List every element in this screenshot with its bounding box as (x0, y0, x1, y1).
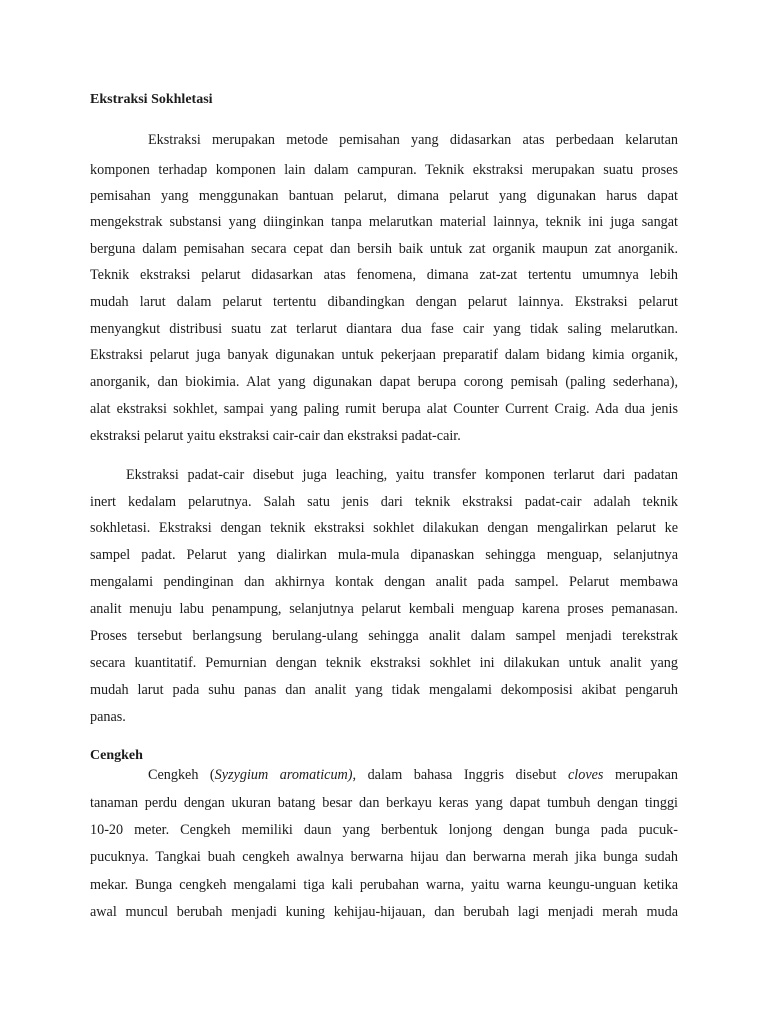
paragraph-line: pemisahan yang menggunakan bantuan pelarut, dimana pelarut yang digunakan harus dapat (90, 188, 678, 204)
text-middle: dalam bahasa Inggris disebut (367, 767, 557, 783)
paragraph-line: pucuknya. Tangkai buah cengkeh awalnya berwarna hijau dan berwarna merah jika bunga sudah (90, 849, 678, 865)
section-title-ekstraksi-sokhletasi: Ekstraksi Sokhletasi (90, 92, 213, 107)
paragraph-line: awal muncul berubah menjadi kuning kehijau-hijauan, dan berubah lagi menjadi merah muda (90, 904, 678, 920)
text-cengkeh: Cengkeh ( (148, 767, 215, 783)
paragraph-line: Proses tersebut berlangsung berulang-ulang sehingga analit dalam sampel menjadi terekstrak (90, 628, 678, 644)
paragraph-line: sokhletasi. Ekstraksi dengan teknik ekstraksi sokhlet dilakukan dengan mengalirkan pelarut ke (90, 520, 678, 536)
paragraph-line: Ekstraksi padat-cair disebut juga leaching, yaitu transfer komponen terlarut dari padatan (126, 467, 678, 483)
text-end: merupakan (614, 767, 678, 783)
paragraph-line: Teknik ekstraksi pelarut didasarkan atas fenomena, dimana zat-zat tertentu umumnya lebih (90, 267, 678, 283)
paragraph-line: 10-20 meter. Cengkeh memiliki daun yang berbentuk lonjong dengan bunga pada pucuk- (90, 822, 678, 838)
paragraph-first-line (148, 766, 678, 784)
paragraph-line: panas. (90, 709, 126, 725)
paragraph-line: mengekstrak substansi yang diinginkan tanpa melarutkan material lainnya, teknik ini juga sangat (90, 214, 678, 230)
paragraph-line: komponen terhadap komponen lain dalam campuran. Teknik ekstraksi merupakan suatu proses (90, 162, 678, 178)
paragraph-line: berguna dalam pemisahan secara cepat dan bersih baik untuk zat organik maupun zat anorganik. (90, 241, 678, 257)
paragraph-line: analit menuju labu penampung, selanjutnya pelarut kembali menguap karena proses pemanasan. (90, 601, 678, 617)
paragraph-line: Ekstraksi pelarut juga banyak digunakan untuk pekerjaan preparatif dalam bidang kimia organik, (90, 347, 678, 363)
section-title-cengkeh: Cengkeh (90, 748, 143, 763)
paragraph-line: tanaman perdu dengan ukuran batang besar dan berkayu keras yang dapat tumbuh dengan tinggi (90, 795, 678, 811)
paragraph-line: mudah larut dalam pelarut tertentu dibandingkan dengan pelarut lainnya. Ekstraksi pelarut (90, 294, 678, 310)
paragraph-line: anorganik, dan biokimia. Alat yang digunakan dapat berupa corong pemisah (paling sederhana), (90, 374, 678, 390)
latin-name: Syzygium aromaticum), (214, 767, 357, 783)
paragraph-line: ekstraksi pelarut yaitu ekstraksi cair-cair dan ekstraksi padat-cair. (90, 428, 461, 444)
paragraph-line: secara kuantitatif. Pemurnian dengan teknik ekstraksi sokhlet ini dilakukan untuk analit yang (90, 655, 678, 671)
paragraph-line: mekar. Bunga cengkeh mengalami tiga kali perubahan warna, yaitu warna keungu-unguan ketika (90, 877, 678, 893)
paragraph-line: alat ekstraksi sokhlet, sampai yang paling rumit berupa alat Counter Current Craig. Ada dua jenis (90, 401, 678, 417)
paragraph-line: mudah larut pada suhu panas dan analit yang tidak mengalami dekomposisi akibat pengaruh (90, 682, 678, 698)
paragraph-line: menyangkut distribusi suatu zat terlarut diantara dua fase cair yang tidak saling melarutkan. (90, 321, 678, 337)
paragraph-line: sampel padat. Pelarut yang dialirkan mula-mula dipanaskan sehingga menguap, selanjutnya (90, 547, 678, 563)
paragraph-line: mengalami pendinginan dan akhirnya kontak dengan analit pada sampel. Pelarut membawa (90, 574, 678, 590)
english-name: cloves (568, 767, 604, 783)
paragraph-line: Ekstraksi merupakan metode pemisahan yang didasarkan atas perbedaan kelarutan (148, 132, 678, 148)
paragraph-line: inert kedalam pelarutnya. Salah satu jenis dari teknik ekstraksi padat-cair adalah teknik (90, 494, 678, 510)
